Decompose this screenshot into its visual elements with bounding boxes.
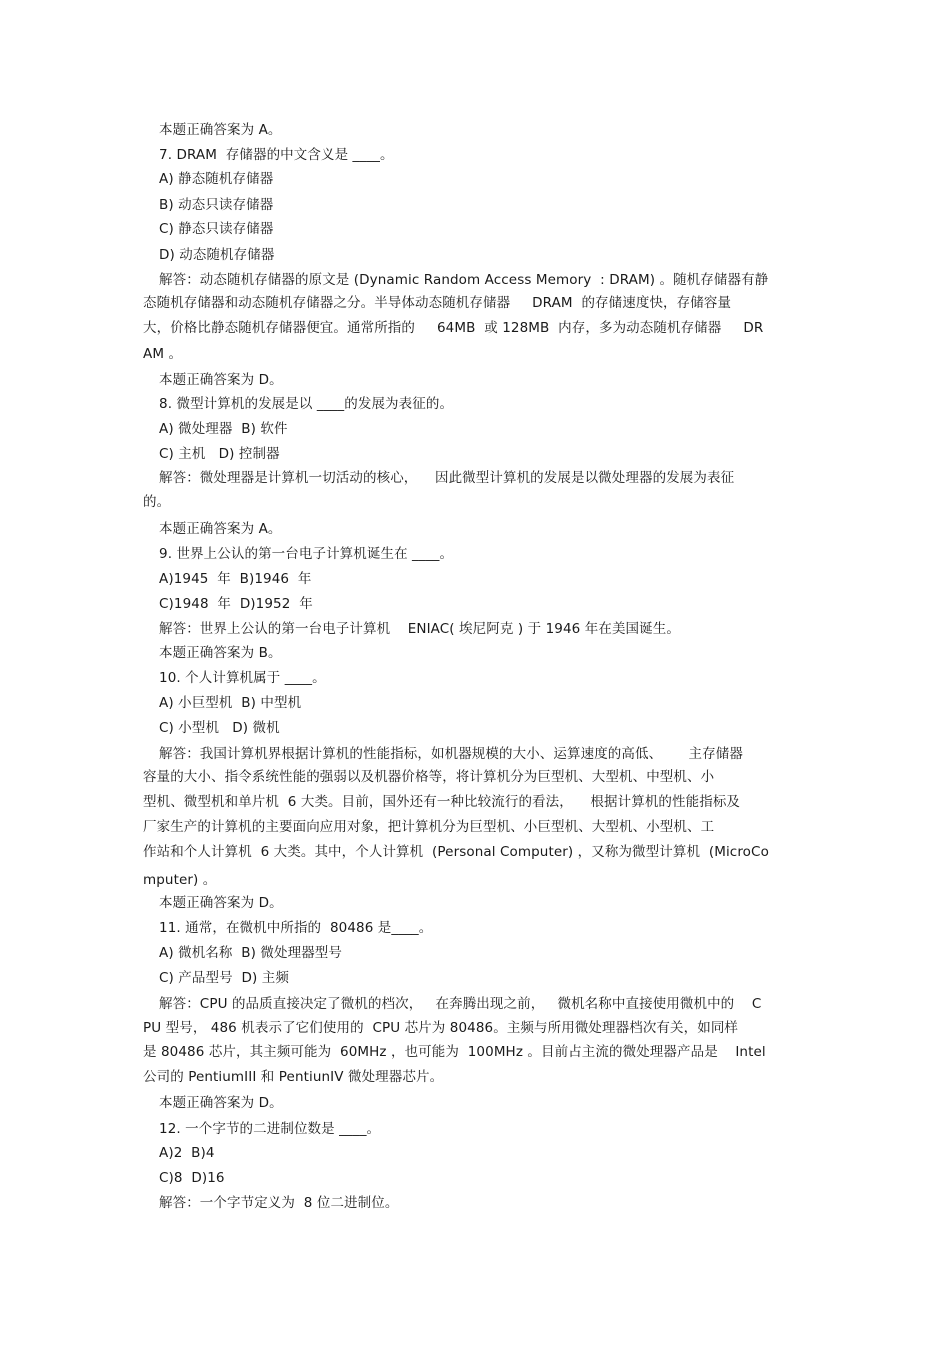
explanation-10-line1: 解答：我国计算机界根据计算机的性能指标，如机器规模的大小、运算速度的高低、 主存储器 bbox=[159, 746, 743, 762]
answer-line-q8: 本题正确答案为 A。 bbox=[159, 521, 282, 537]
options-11-ab: A) 微机名称 B) 微处理器型号 bbox=[159, 945, 342, 961]
options-10-ab: A) 小巨型机 B) 中型机 bbox=[159, 695, 302, 711]
explanation-7-line4: AM 。 bbox=[143, 346, 183, 362]
explanation-7-line1: 解答：动态随机存储器的原文是 (Dynamic Random Access Memory : DRAM) 。随机存储器有静 bbox=[159, 272, 769, 288]
options-12-ab: A)2 B)4 bbox=[159, 1145, 215, 1161]
question-7: 7. DRAM 存储器的中文含义是 ____。 bbox=[159, 147, 394, 163]
explanation-10-line4: 厂家生产的计算机的主要面向应用对象，把计算机分为巨型机、小巨型机、大型机、小型机、工 bbox=[143, 819, 715, 835]
explanation-10-line6: mputer) 。 bbox=[143, 872, 217, 888]
answer-line-q6: 本题正确答案为 A。 bbox=[159, 122, 282, 138]
explanation-10-line3: 型机、微型机和单片机 6 大类。目前，国外还有一种比较流行的看法， 根据计算机的性能指标及 bbox=[143, 794, 741, 810]
option-7a: A) 静态随机存储器 bbox=[159, 171, 274, 187]
explanation-7-line2: 态随机存储器和动态随机存储器之分。半导体动态随机存储器 DRAM 的存储速度快，存储容量 bbox=[143, 295, 732, 311]
question-10: 10. 个人计算机属于 ____。 bbox=[159, 670, 326, 686]
answer-line-q9: 本题正确答案为 B。 bbox=[159, 645, 282, 661]
explanation-7-line3: 大，价格比静态随机存储器便宜。通常所指的 64MB 或 128MB 内存，多为动态随机存储器 DR bbox=[143, 320, 764, 336]
explanation-9: 解答：世界上公认的第一台电子计算机 ENIAC( 埃尼阿克 ) 于 1946 年在美国诞生。 bbox=[159, 621, 680, 637]
explanation-12: 解答：一个字节定义为 8 位二进制位。 bbox=[159, 1195, 399, 1211]
explanation-8-line1: 解答：微处理器是计算机一切活动的核心， 因此微型计算机的发展是以微处理器的发展为表征 bbox=[159, 470, 735, 486]
option-7c: C) 静态只读存储器 bbox=[159, 221, 274, 237]
explanation-11-line2: PU 型号， 486 机表示了它们使用的 CPU 芯片为 80486。主频与所用微处理器档次有关，如同样 bbox=[143, 1020, 739, 1036]
explanation-11-line4: 公司的 PentiumIII 和 PentiunIV 微处理器芯片。 bbox=[143, 1069, 444, 1085]
options-12-cd: C)8 D)16 bbox=[159, 1170, 225, 1186]
answer-line-q7: 本题正确答案为 D。 bbox=[159, 372, 283, 388]
option-7b: B) 动态只读存储器 bbox=[159, 197, 274, 213]
explanation-10-line2: 容量的大小、指令系统性能的强弱以及机器价格等，将计算机分为巨型机、大型机、中型机、小 bbox=[143, 769, 715, 785]
answer-line-q11: 本题正确答案为 D。 bbox=[159, 1095, 283, 1111]
explanation-11-line1: 解答：CPU 的品质直接决定了微机的档次， 在奔腾出现之前， 微机名称中直接使用微机中的 C bbox=[159, 996, 762, 1012]
explanation-11-line3: 是 80486 芯片，其主频可能为 60MHz ，也可能为 100MHz 。目前占主流的微处理器产品是 Intel bbox=[143, 1044, 766, 1060]
answer-line-q10: 本题正确答案为 D。 bbox=[159, 895, 283, 911]
question-12: 12. 一个字节的二进制位数是 ____。 bbox=[159, 1121, 381, 1137]
question-11: 11. 通常，在微机中所指的 80486 是____。 bbox=[159, 920, 433, 936]
options-11-cd: C) 产品型号 D) 主频 bbox=[159, 970, 289, 986]
question-8: 8. 微型计算机的发展是以 ____的发展为表征的。 bbox=[159, 396, 454, 412]
options-9-ab: A)1945 年 B)1946 年 bbox=[159, 571, 312, 587]
options-10-cd: C) 小型机 D) 微机 bbox=[159, 720, 280, 736]
options-8-ab: A) 微处理器 B) 软件 bbox=[159, 421, 288, 437]
question-9: 9. 世界上公认的第一台电子计算机诞生在 ____。 bbox=[159, 546, 454, 562]
options-9-cd: C)1948 年 D)1952 年 bbox=[159, 596, 313, 612]
options-8-cd: C) 主机 D) 控制器 bbox=[159, 446, 280, 462]
explanation-8-line2: 的。 bbox=[143, 494, 171, 510]
explanation-10-line5: 作站和个人计算机 6 大类。其中，个人计算机 (Personal Computer) ，又称为微型计算机 (MicroCo bbox=[143, 844, 769, 860]
option-7d: D) 动态随机存储器 bbox=[159, 247, 275, 263]
